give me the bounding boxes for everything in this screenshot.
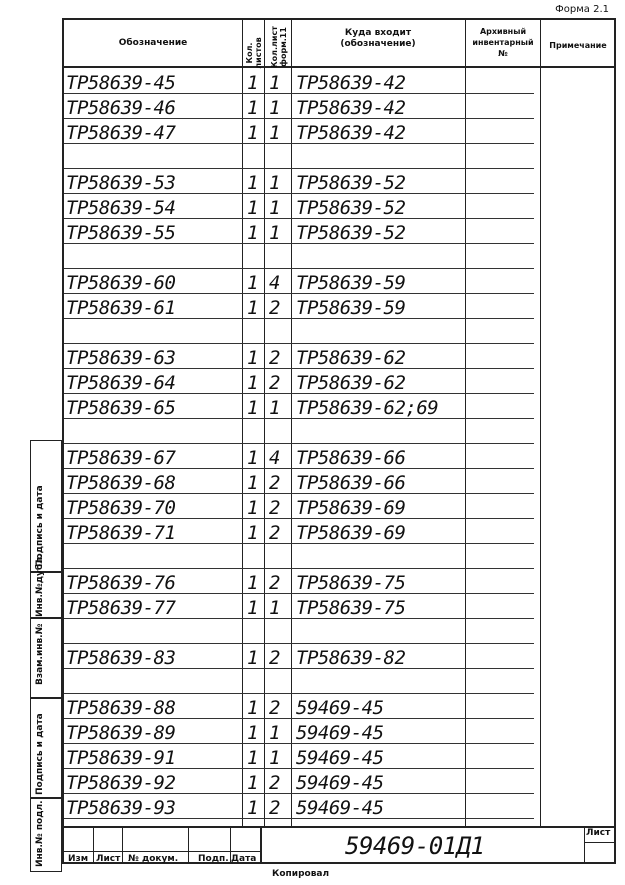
table-row [64, 245, 614, 269]
side-label: Взам.инв.№ [35, 623, 45, 685]
tb-col-list: Лист [96, 854, 121, 864]
side-label: Инв.№ подл. [35, 800, 45, 867]
table-row [64, 595, 614, 619]
row-rule [64, 368, 534, 369]
sheets-cell: 1 [269, 72, 280, 94]
qty-cell: 1 [247, 797, 258, 819]
tb-divider [93, 826, 94, 864]
where-used-cell: ТР58639-75 [296, 597, 406, 619]
sheets-cell: 2 [269, 772, 280, 794]
where-used-cell: 59469-45 [296, 697, 384, 719]
sheets-cell: 1 [269, 597, 280, 619]
designation-cell: ТР58639-77 [66, 597, 176, 619]
designation-cell: ТР58639-53 [66, 172, 176, 194]
header-sheets-count: Кол. листов [245, 37, 263, 69]
qty-cell: 1 [247, 747, 258, 769]
row-rule [64, 518, 534, 519]
row-rule [64, 818, 534, 819]
table-row [64, 770, 614, 794]
row-rule [64, 268, 534, 269]
qty-cell: 1 [247, 472, 258, 494]
designation-cell: ТР58639-54 [66, 197, 176, 219]
table-row [64, 220, 614, 244]
where-used-cell: 59469-45 [296, 772, 384, 794]
row-rule [64, 193, 534, 194]
form-label: Форма 2.1 [555, 4, 609, 15]
where-used-cell: ТР58639-42 [296, 97, 406, 119]
tb-divider [584, 826, 585, 864]
designation-cell: ТР58639-89 [66, 722, 176, 744]
sheets-cell: 2 [269, 522, 280, 544]
sheets-cell: 1 [269, 197, 280, 219]
where-used-cell: 59469-45 [296, 722, 384, 744]
sheets-cell: 1 [269, 122, 280, 144]
designation-cell: ТР58639-76 [66, 572, 176, 594]
side-sign-date-bottom [30, 698, 62, 798]
row-rule [64, 693, 534, 694]
sheets-cell: 2 [269, 697, 280, 719]
table-row [64, 620, 614, 644]
where-used-cell: ТР58639-82 [296, 647, 406, 669]
row-rule [64, 243, 534, 244]
table-row [64, 720, 614, 744]
table-row [64, 545, 614, 569]
table-row [64, 195, 614, 219]
designation-cell: ТР58639-65 [66, 397, 176, 419]
table-row [64, 395, 614, 419]
qty-cell: 1 [247, 497, 258, 519]
qty-cell: 1 [247, 122, 258, 144]
designation-cell: ТР58639-92 [66, 772, 176, 794]
side-replace-inv [30, 618, 62, 698]
row-rule [64, 668, 534, 669]
designation-cell: ТР58639-68 [66, 472, 176, 494]
sheets-cell: 1 [269, 97, 280, 119]
table-row [64, 570, 614, 594]
designation-cell: ТР58639-83 [66, 647, 176, 669]
where-used-cell: ТР58639-75 [296, 572, 406, 594]
where-used-cell: ТР58639-62 [296, 372, 406, 394]
qty-cell: 1 [247, 697, 258, 719]
designation-cell: ТР58639-45 [66, 72, 176, 94]
tb-divider [122, 826, 123, 864]
designation-cell: ТР58639-67 [66, 447, 176, 469]
where-used-cell: ТР58639-69 [296, 522, 406, 544]
row-rule [64, 643, 534, 644]
designation-cell: ТР58639-63 [66, 347, 176, 369]
header-where-used: Куда входит (обозначение) [340, 28, 416, 49]
designation-cell: ТР58639-71 [66, 522, 176, 544]
side-sign-date-top [30, 440, 62, 572]
sheets-cell: 2 [269, 797, 280, 819]
table-row [64, 745, 614, 769]
sheets-cell: 2 [269, 497, 280, 519]
side-inv-dup [30, 553, 62, 618]
row-rule [64, 793, 534, 794]
table-row [64, 420, 614, 444]
designation-cell: ТР58639-70 [66, 497, 176, 519]
where-used-cell: 59469-45 [296, 747, 384, 769]
where-used-cell: ТР58639-59 [296, 272, 406, 294]
header-archive: Архивный инвентарный № [472, 27, 534, 58]
header-note: Примечание [549, 41, 607, 50]
sheets-cell: 1 [269, 172, 280, 194]
row-rule [64, 93, 534, 94]
table-row [64, 320, 614, 344]
where-used-cell: ТР58639-62;69 [296, 397, 439, 419]
tb-divider [260, 826, 262, 864]
row-rule [64, 293, 534, 294]
where-used-cell: ТР58639-52 [296, 222, 406, 244]
qty-cell: 1 [247, 447, 258, 469]
sheets-cell: 1 [269, 397, 280, 419]
table-row [64, 495, 614, 519]
qty-cell: 1 [247, 347, 258, 369]
table-row [64, 645, 614, 669]
row-rule [64, 168, 534, 169]
copied-label: Копировал [272, 869, 330, 879]
sheets-cell: 1 [269, 722, 280, 744]
row-rule [64, 768, 534, 769]
qty-cell: 1 [247, 397, 258, 419]
designation-cell: ТР58639-60 [66, 272, 176, 294]
sheets-cell: 2 [269, 347, 280, 369]
sheets-cell: 2 [269, 647, 280, 669]
side-label: Подпись и дата [35, 485, 45, 567]
where-used-cell: ТР58639-42 [296, 72, 406, 94]
designation-cell: ТР58639-47 [66, 122, 176, 144]
qty-cell: 1 [247, 522, 258, 544]
row-rule [64, 493, 534, 494]
where-used-cell: ТР58639-59 [296, 297, 406, 319]
table-row [64, 120, 614, 144]
where-used-cell: ТР58639-66 [296, 447, 406, 469]
header-separator [62, 66, 616, 68]
tb-line [584, 842, 616, 843]
sheets-cell: 1 [269, 747, 280, 769]
row-rule [64, 618, 534, 619]
qty-cell: 1 [247, 222, 258, 244]
row-rule [64, 543, 534, 544]
table-row [64, 95, 614, 119]
table-row [64, 695, 614, 719]
row-rule [64, 418, 534, 419]
where-used-cell: ТР58639-52 [296, 197, 406, 219]
qty-cell: 1 [247, 97, 258, 119]
qty-cell: 1 [247, 197, 258, 219]
where-used-cell: 59469-45 [296, 797, 384, 819]
designation-cell: ТР58639-91 [66, 747, 176, 769]
table-row [64, 445, 614, 469]
row-rule [64, 318, 534, 319]
designation-cell: ТР58639-46 [66, 97, 176, 119]
tb-sheet-label: Лист [586, 828, 611, 838]
table-row [64, 295, 614, 319]
qty-cell: 1 [247, 272, 258, 294]
where-used-cell: ТР58639-69 [296, 497, 406, 519]
sheets-cell: 4 [269, 447, 280, 469]
row-rule [64, 343, 534, 344]
table-row [64, 70, 614, 94]
tb-col-sign: Подп. [198, 854, 229, 864]
sheets-cell: 4 [269, 272, 280, 294]
sheets-cell: 2 [269, 297, 280, 319]
sheets-cell: 2 [269, 472, 280, 494]
table-row [64, 520, 614, 544]
table-row [64, 795, 614, 819]
qty-cell: 1 [247, 72, 258, 94]
where-used-cell: ТР58639-62 [296, 347, 406, 369]
side-label: Подпись и дата [35, 713, 45, 795]
side-label: Инв.№дубл. [35, 553, 45, 617]
designation-cell: ТР58639-88 [66, 697, 176, 719]
table-row [64, 670, 614, 694]
where-used-cell: ТР58639-66 [296, 472, 406, 494]
row-rule [64, 118, 534, 119]
qty-cell: 1 [247, 772, 258, 794]
row-rule [64, 143, 534, 144]
tb-col-doc: № докум. [128, 854, 179, 864]
tb-col-date: Дата [231, 854, 257, 864]
row-rule [64, 468, 534, 469]
where-used-cell: ТР58639-52 [296, 172, 406, 194]
title-block-top [62, 826, 616, 828]
designation-cell: ТР58639-93 [66, 797, 176, 819]
tb-col-izm: Изм [68, 854, 89, 864]
row-rule [64, 718, 534, 719]
sheets-cell: 2 [269, 572, 280, 594]
designation-cell: ТР58639-61 [66, 297, 176, 319]
row-rule [64, 593, 534, 594]
qty-cell: 1 [247, 297, 258, 319]
header-sheets-a4: Кол.лист форм.11 [270, 26, 288, 68]
sheets-cell: 1 [269, 222, 280, 244]
document-number: 59469-01Д1 [345, 832, 485, 860]
table-row [64, 370, 614, 394]
row-rule [64, 218, 534, 219]
qty-cell: 1 [247, 647, 258, 669]
row-rule [64, 568, 534, 569]
table-row [64, 270, 614, 294]
side-inv-orig [30, 798, 62, 872]
qty-cell: 1 [247, 597, 258, 619]
row-rule [64, 393, 534, 394]
table-row [64, 345, 614, 369]
qty-cell: 1 [247, 172, 258, 194]
row-rule [64, 443, 534, 444]
designation-cell: ТР58639-55 [66, 222, 176, 244]
where-used-cell: ТР58639-42 [296, 122, 406, 144]
row-rule [64, 743, 534, 744]
table-row [64, 145, 614, 169]
designation-cell: ТР58639-64 [66, 372, 176, 394]
header-designation: Обозначение [118, 38, 188, 48]
qty-cell: 1 [247, 372, 258, 394]
qty-cell: 1 [247, 572, 258, 594]
qty-cell: 1 [247, 722, 258, 744]
sheets-cell: 2 [269, 372, 280, 394]
table-row [64, 470, 614, 494]
table-row [64, 170, 614, 194]
tb-divider [188, 826, 189, 864]
